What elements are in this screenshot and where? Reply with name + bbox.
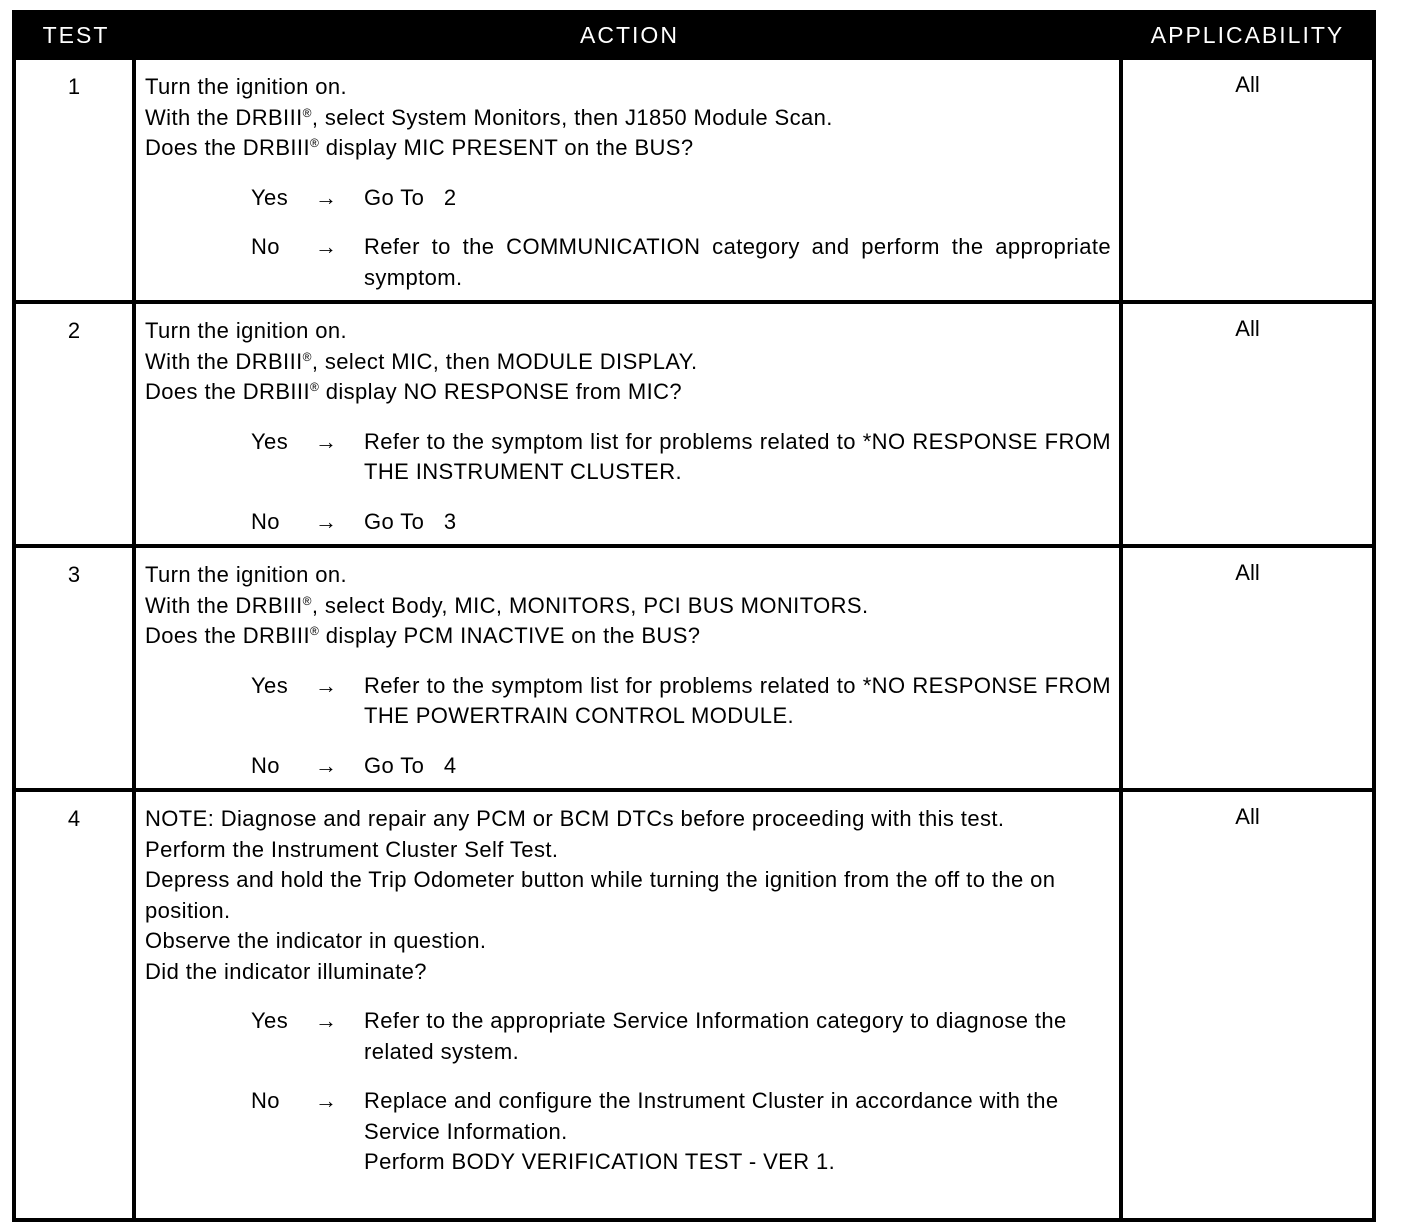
action-line: With the DRBIII®, select Body, MIC, MONITORS, PCI BUS MONITORS. [145, 592, 869, 618]
table-row [16, 300, 1372, 544]
no-label: No [251, 508, 280, 534]
arrow-icon: → [315, 672, 338, 698]
yes-result: Refer to the symptom list for problems related to *NO RESPONSE FROM THE INSTRUMENT CLUSTER. [364, 428, 1111, 484]
header-action: ACTION [580, 21, 679, 48]
table-row [16, 788, 1372, 1218]
test-number: 4 [16, 792, 136, 1218]
yes-label: Yes [251, 672, 289, 698]
yes-answer [145, 427, 1111, 488]
table-header [16, 14, 1372, 56]
no-result-group [364, 1086, 1111, 1178]
arrow-icon: → [315, 1008, 338, 1033]
test-number: 3 [16, 548, 136, 788]
no-label: No [251, 1088, 280, 1113]
action-line: Turn the ignition on. [145, 562, 348, 587]
applicability-value: All [1235, 560, 1260, 585]
action-line: Observe the indicator in question. [145, 928, 487, 953]
arrow-icon: → [315, 1088, 338, 1113]
header-applicability: APPLICABILITY [1150, 21, 1345, 48]
yes-answer [145, 1006, 1111, 1067]
yes-answer [145, 183, 1111, 214]
no-result: Go To 3 [364, 508, 457, 534]
no-answer [145, 507, 1111, 538]
no-label: No [251, 752, 280, 778]
no-label: No [251, 234, 280, 259]
action-line: Turn the ignition on. [145, 318, 348, 343]
action-line: Did the indicator illuminate? [145, 958, 427, 984]
yes-result: Refer to the symptom list for problems related to *NO RESPONSE FROM THE POWERTRAIN CONTROL MODULE. [364, 672, 1111, 728]
action-line: With the DRBIII®, select MIC, then MODULE DISPLAY. [145, 348, 698, 374]
action-cell [136, 60, 1123, 300]
table-row [16, 56, 1372, 300]
arrow-icon: → [315, 184, 338, 210]
action-line: With the DRBIII®, select System Monitors, then J1850 Module Scan. [145, 104, 833, 130]
action-line: Turn the ignition on. [145, 74, 348, 99]
diagnostic-test-table [12, 10, 1376, 1222]
yes-result: Go To 2 [364, 184, 457, 210]
yes-label: Yes [251, 1008, 289, 1033]
action-cell [136, 792, 1123, 1218]
no-answer [145, 751, 1111, 782]
applicability-value: All [1235, 316, 1260, 341]
yes-result: Refer to the appropriate Service Information category to diagnose the related system. [364, 1008, 1067, 1064]
action-cell [136, 304, 1123, 544]
arrow-icon: → [315, 508, 338, 534]
yes-answer [145, 671, 1111, 732]
action-line: Depress and hold the Trip Odometer button while turning the ignition from the off to the on position. [145, 867, 1056, 923]
no-result-followup: Perform BODY VERIFICATION TEST - VER 1. [364, 1149, 836, 1174]
action-line: Does the DRBIII® display NO RESPONSE from MIC? [145, 379, 683, 404]
action-line: Perform the Instrument Cluster Self Test. [145, 836, 559, 862]
applicability-value: All [1235, 72, 1260, 97]
table-row [16, 544, 1372, 788]
arrow-icon: → [315, 752, 338, 778]
applicability-value: All [1235, 804, 1260, 829]
arrow-icon: → [315, 234, 338, 259]
no-answer [145, 232, 1111, 293]
action-cell [136, 548, 1123, 788]
action-line: Does the DRBIII® display MIC PRESENT on the BUS? [145, 135, 694, 160]
no-result: Refer to the COMMUNICATION category and perform the appropriate symptom. [364, 234, 1111, 290]
test-number: 1 [16, 60, 136, 300]
no-result: Go To 4 [364, 752, 457, 778]
yes-label: Yes [251, 184, 289, 210]
arrow-icon: → [315, 428, 338, 454]
action-line: NOTE: Diagnose and repair any PCM or BCM DTCs before proceeding with this test. [145, 806, 1005, 831]
test-number: 2 [16, 304, 136, 544]
no-result: Replace and configure the Instrument Cluster in accordance with the Service Information. [364, 1088, 1059, 1144]
action-line: Does the DRBIII® display PCM INACTIVE on the BUS? [145, 623, 701, 648]
no-answer [145, 1086, 1111, 1178]
header-test: TEST [42, 21, 110, 48]
yes-label: Yes [251, 428, 289, 454]
